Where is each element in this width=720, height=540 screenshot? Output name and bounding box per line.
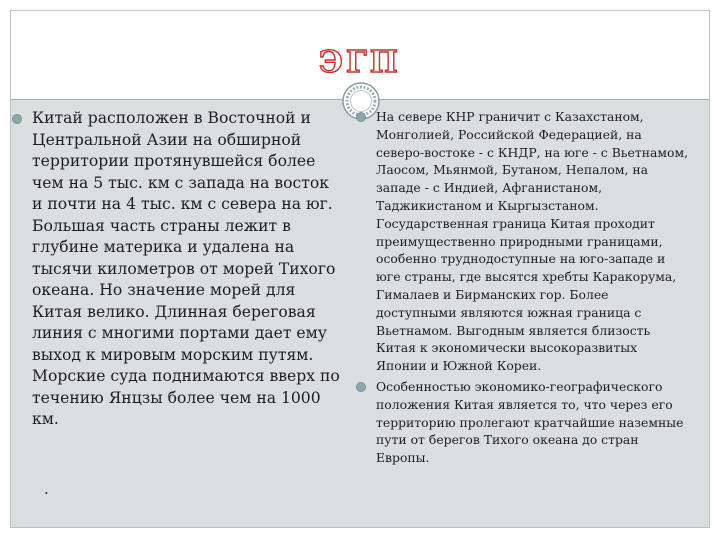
borders-paragraph: На севере КНР граничит с Казахстаном, Монголией, Российской Федерацией, на северо-востоке - с КНДР, на юге - с Вьетнамом, Лаосом, Мьянмой, Бутаном, Непалом, на западе - с Индией, Афганистаном, Таджикистаном и Кыргызстаном. Государственная граница Китая проходит преимущественно природными границами, особенно труднодоступные на юго-западе и юге страны, где высятся хребты Каракорума, Гималаев и Бирманских гор. Более доступными являются южная граница с Вьетнамом. Выгодным является близость Китая к экономически высокоразвитых Японии и Южной Кореи. bbox=[376, 109, 689, 374]
bullet-icon bbox=[12, 114, 22, 124]
right-item-borders bbox=[356, 108, 690, 375]
right-item-transit bbox=[356, 378, 690, 467]
slide-title: ЭГП bbox=[319, 45, 401, 80]
trailing-dot: . bbox=[44, 480, 49, 498]
bullet-icon bbox=[356, 382, 366, 392]
transit-paragraph: Особенностью экономико-географического положения Китая является то, что через его территорию пролегают кратчайшие наземные пути от берегов Тихого океана до стран Европы. bbox=[376, 378, 684, 466]
bullet-icon bbox=[356, 112, 366, 122]
right-column bbox=[356, 108, 690, 467]
left-paragraph: Китай расположен в Восточной и Центральной Азии на обширной территории протянувшейся более чем на 5 тыс. км с запада на восток и почти на 4 тыс. км с севера на юг. Большая часть страны лежит в глубине материка и удалена на тысячи километров от морей Тихого океана. Но значение морей для Китая велико. Длинная береговая линия с многими портами дает ему выход к мировым морским путям. Морские суда поднимаются вверх по течению Янцзы более чем на 1000 км. bbox=[32, 109, 340, 428]
left-column bbox=[12, 108, 342, 431]
